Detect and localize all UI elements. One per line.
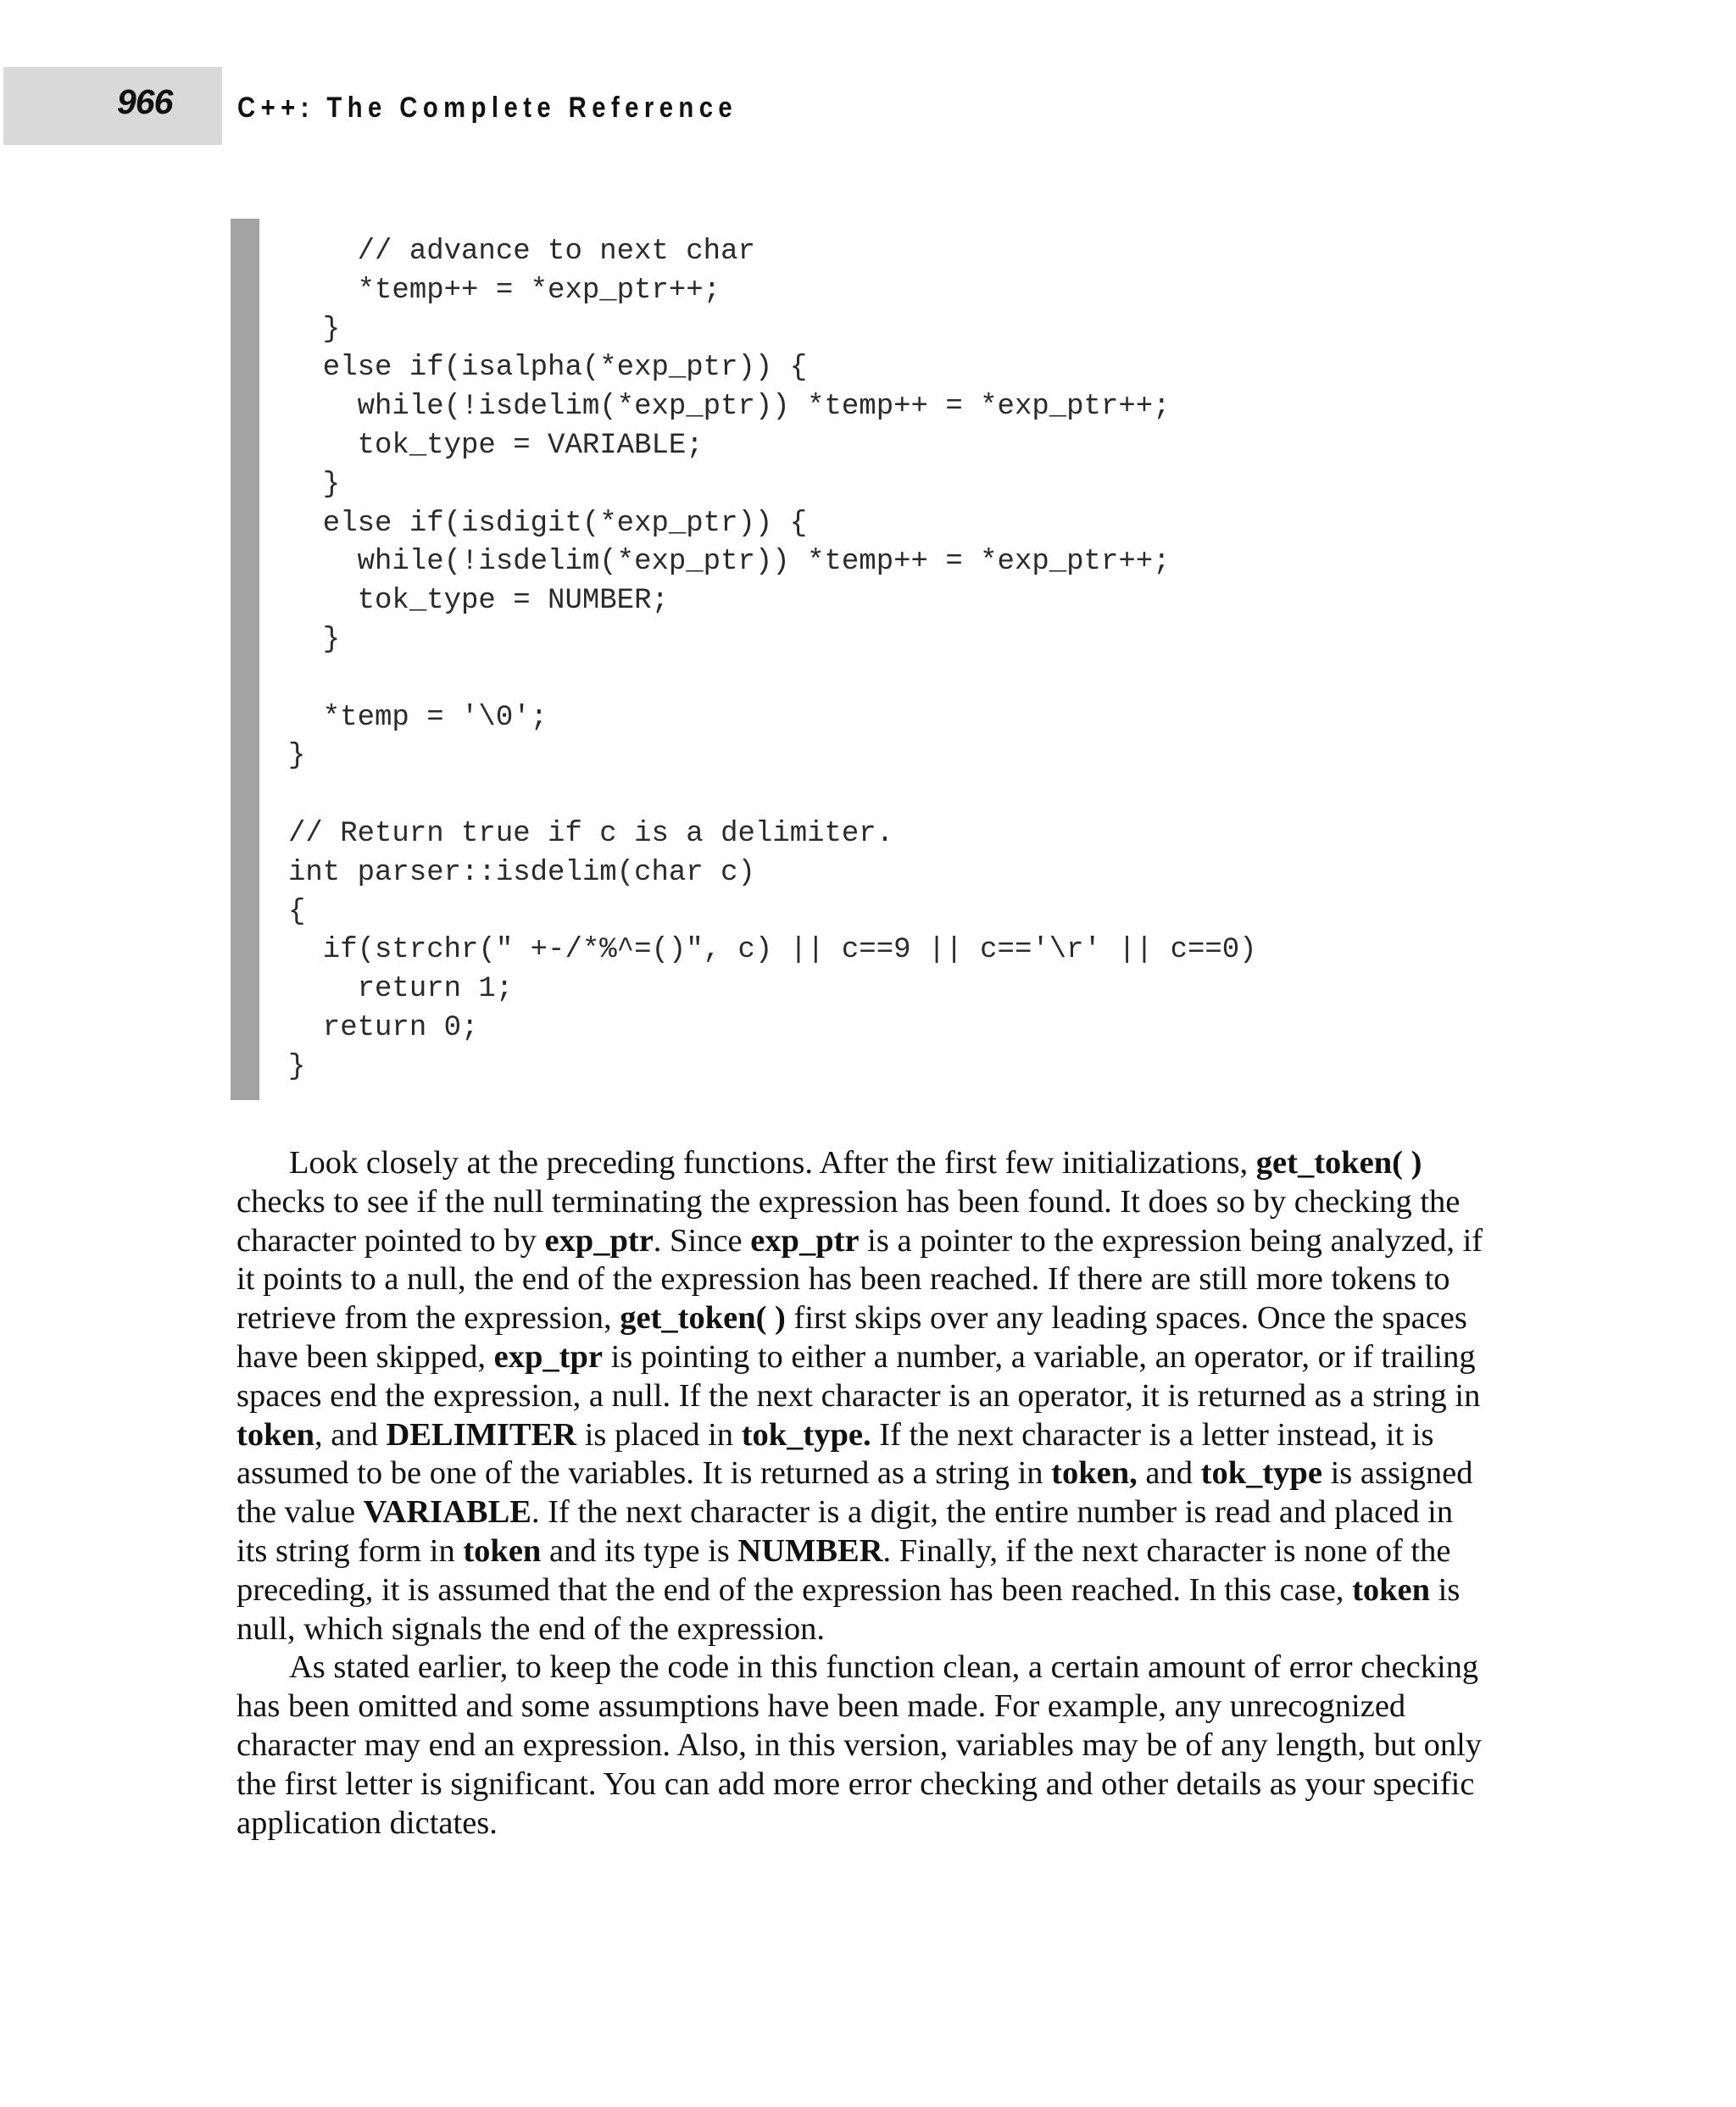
page-number-box [3,67,222,145]
code-line [288,660,1257,699]
bold-term: token [236,1416,314,1453]
running-head: C++: The Complete Reference [237,92,738,124]
bold-term: token [463,1532,542,1569]
text-run: Look closely at the preceding functions. After the first few initializations, [289,1145,1256,1181]
bold-term: tok_type. [741,1416,871,1453]
bold-term: get_token( ) [620,1300,786,1337]
code-line: *temp = '\0'; [288,701,548,734]
text-run: As stated earlier, to keep the code in this function clean, a certain amount of error checking has been omitted and some assumptions have been made. For example, any unrecognized character may end an expression. Also, in this version, variables may be of any length, but only the first letter is significant. You can add more error checking and other details as your specific application dictates. [236,1649,1483,1841]
text-run: , and [314,1416,387,1453]
text-run: is pointing to either a number, a variable, an operator, or if trailing spaces end the expression, a null. If the next character is an operator, it is returned as a string in [236,1338,1481,1414]
code-line: } [288,740,306,773]
code-line: else if(isdigit(*exp_ptr)) { [288,507,808,540]
text-run: If the next character is a letter instead, it is assumed to be one of the variables. It is returned as a string in [236,1416,1434,1492]
code-line: if(strchr(" +-/*%^=()", c) || c==9 || c=='\r' || c==0) [288,934,1257,967]
text-run: and [1137,1455,1201,1492]
bold-term: token, [1051,1455,1138,1492]
body-text [236,1144,1491,1843]
code-line: *temp++ = *exp_ptr++; [288,274,721,307]
code-line: { [288,895,306,928]
code-line: } [288,468,341,501]
text-run: . Since [653,1222,751,1259]
text-run: checks to see if the null terminating the expression has been found. It does so by checking the character pointed to by [236,1183,1461,1259]
text-run: is placed in [576,1416,742,1453]
code-line: // Return true if c is a delimiter. [288,817,894,850]
code-listing [288,233,1257,1087]
bold-term: exp_ptr [544,1222,654,1259]
bold-term: NUMBER [737,1532,883,1569]
code-line: } [288,1050,306,1083]
code-line: tok_type = NUMBER; [288,585,669,618]
bold-term: DELIMITER [386,1416,577,1453]
code-line: } [288,313,341,346]
bold-term: tok_type [1200,1455,1322,1492]
code-line: else if(isalpha(*exp_ptr)) { [288,352,808,385]
code-margin-bar [231,219,259,1100]
bold-term: exp_tpr [493,1338,603,1375]
text-run: is assigned the value [236,1455,1473,1531]
bold-term: token [1352,1571,1431,1608]
text-run: . If the next character is a digit, the entire number is read and placed in its string form in [236,1494,1454,1569]
code-line: return 0; [288,1011,479,1044]
text-run: . Finally, if the next character is none of the preceding, it is assumed that the end of the expression has been reached. In this case, [236,1532,1451,1608]
code-line: tok_type = VARIABLE; [288,429,704,462]
code-line [288,776,1257,815]
bold-term: exp_ptr [750,1222,860,1259]
code-line: return 1; [288,973,514,1006]
page-number: 966 [117,82,173,121]
text-run: and its type is [541,1532,738,1569]
text-run: is a pointer to the expression being analyzed, if it points to a null, the end of the expression has been reached. If there are still more tokens to retrieve from the expression, [236,1222,1483,1337]
paragraph [236,1648,1491,1843]
code-line: // advance to next char [288,236,755,268]
bold-term: VARIABLE [363,1494,531,1531]
text-run: is null, which signals the end of the expression. [236,1571,1461,1647]
paragraph [236,1144,1491,1648]
code-line: while(!isdelim(*exp_ptr)) *temp++ = *exp_ptr++; [288,391,1171,424]
code-line: while(!isdelim(*exp_ptr)) *temp++ = *exp_ptr++; [288,546,1171,579]
code-line: } [288,623,341,656]
text-run: first skips over any leading spaces. Once the spaces have been skipped, [236,1300,1467,1375]
bold-term: get_token( ) [1255,1145,1422,1181]
code-line: int parser::isdelim(char c) [288,856,755,889]
